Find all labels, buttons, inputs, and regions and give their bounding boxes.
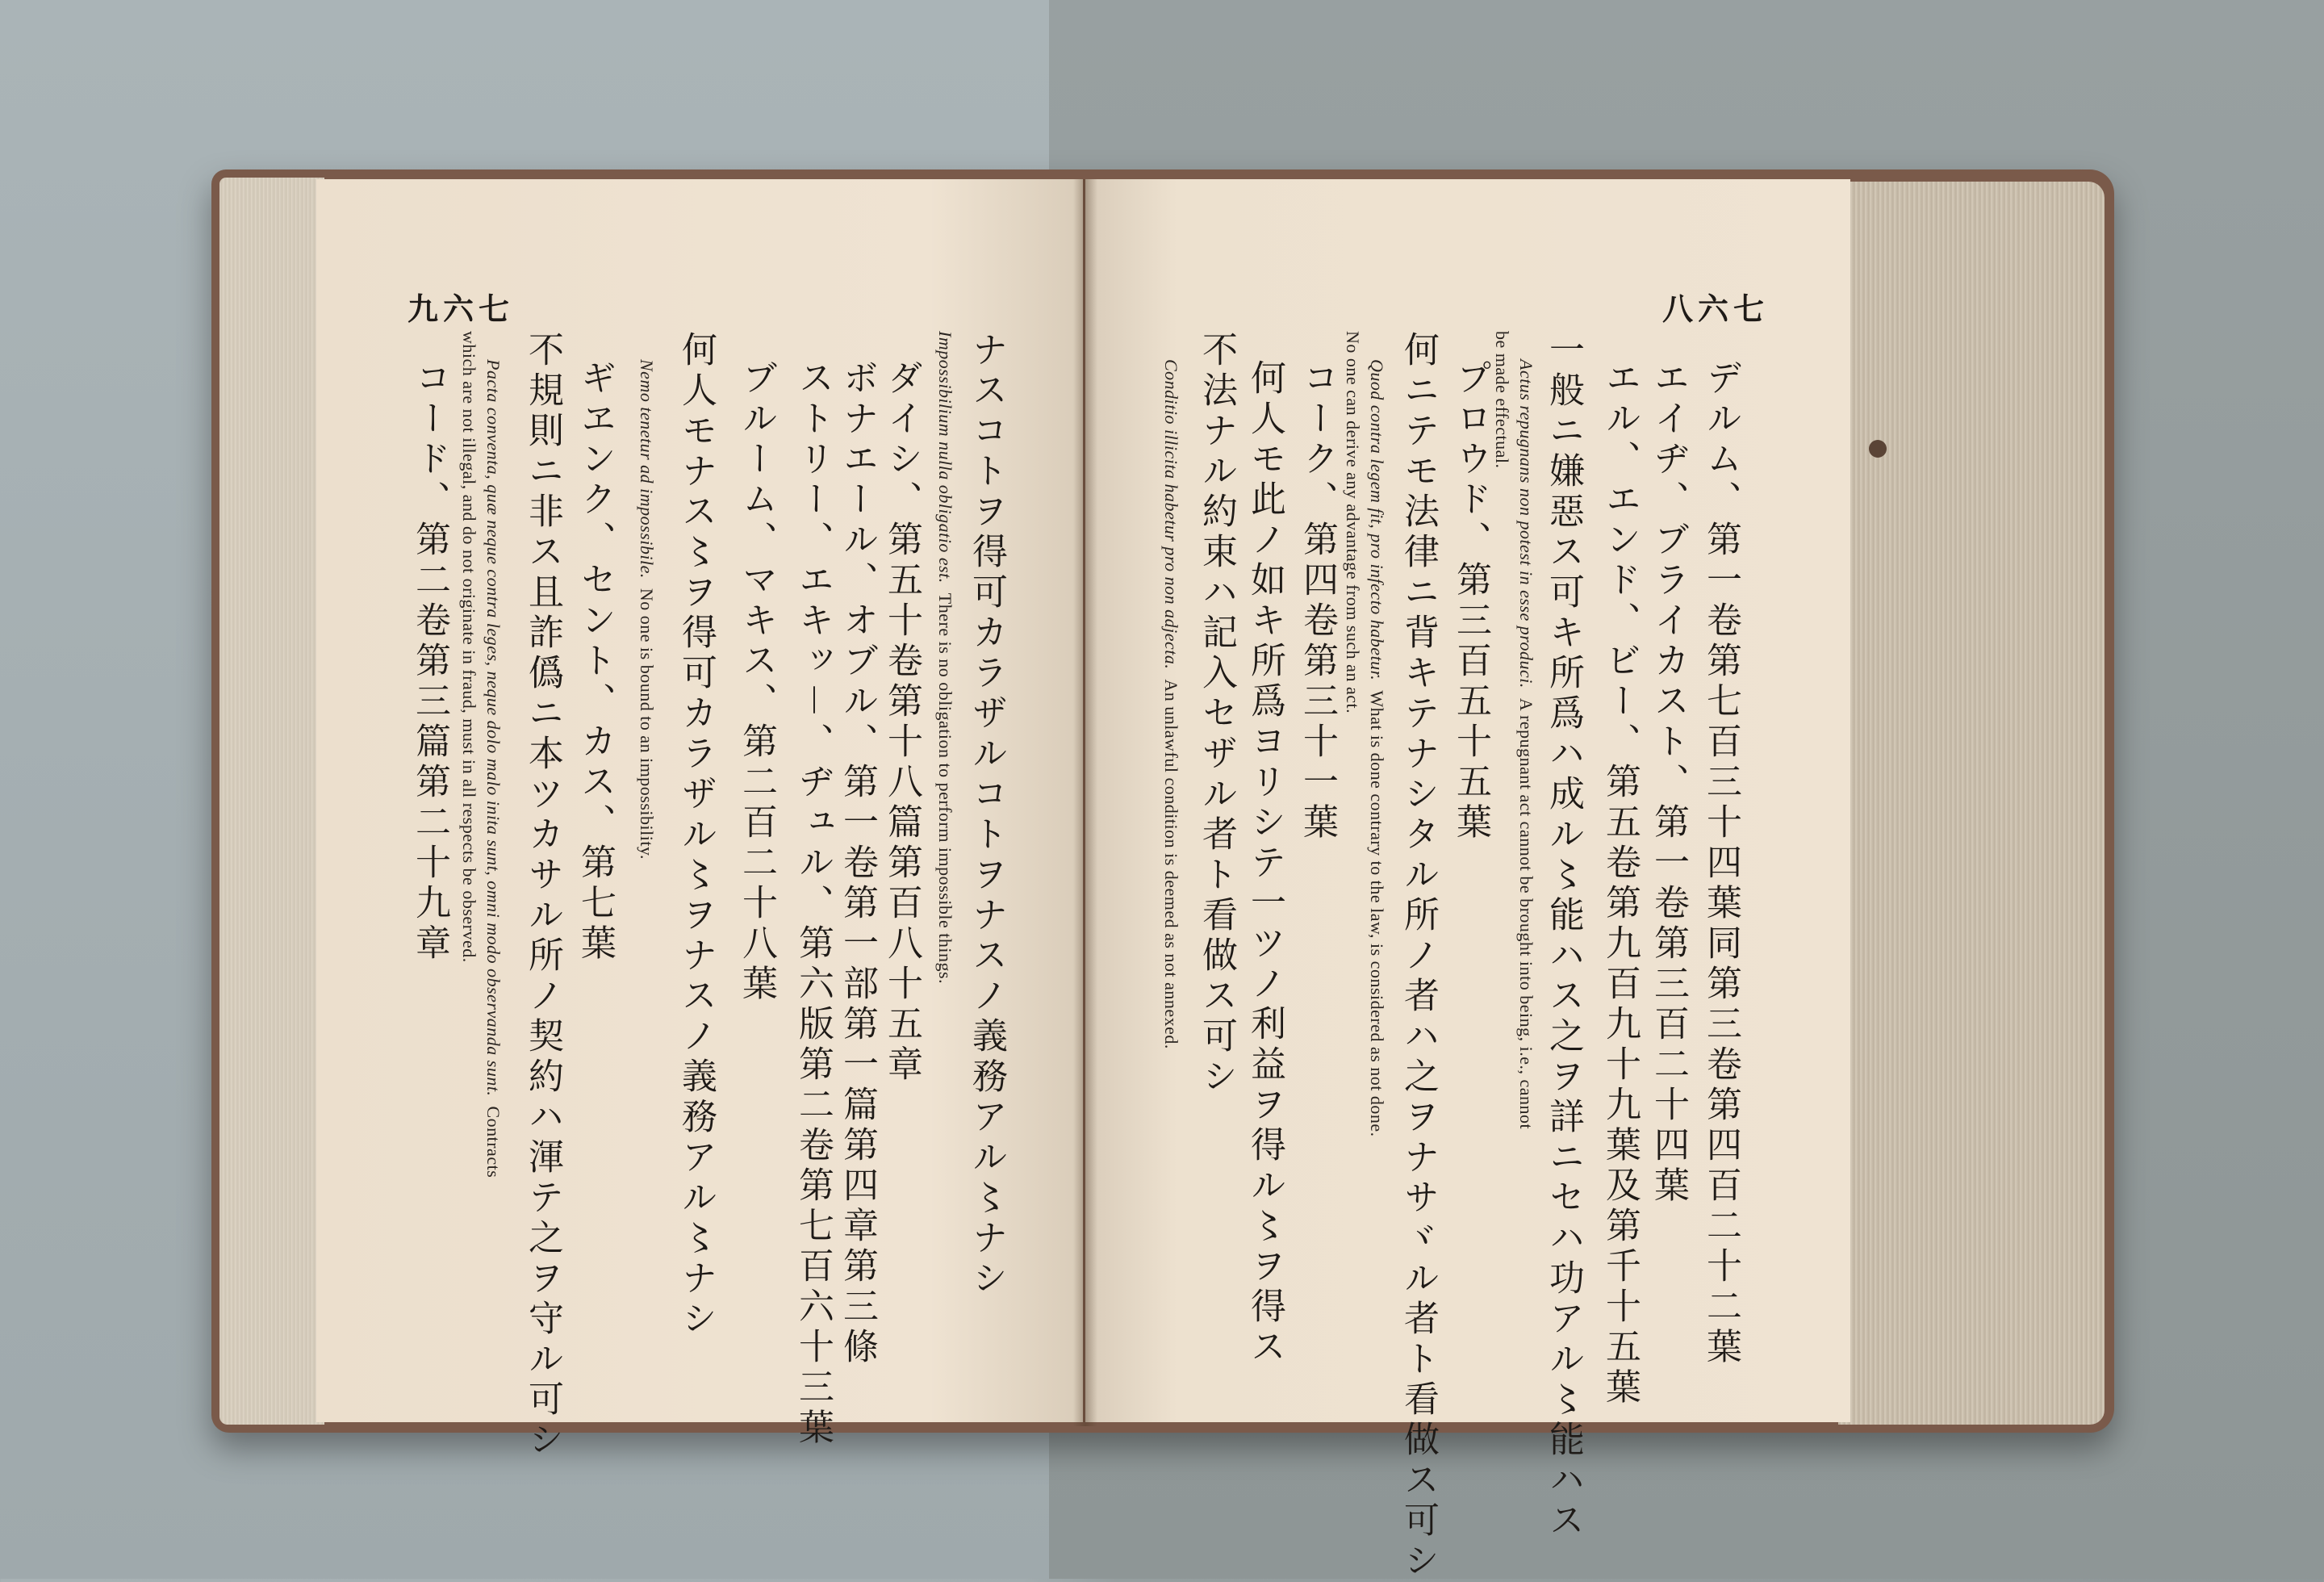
english-translation: No one is bound to an impossibility. — [637, 588, 657, 860]
right-col-12: 何人モ此ノ如キ所爲ヨリシテ一ツノ利益ヲ得ル〻ヲ得ス — [1244, 359, 1285, 1368]
right-page-number: 八六七 — [1662, 291, 1770, 327]
latin-maxim: Pacta conventa, quæ neque contra leges, neque dolo malo inita sunt, omni modo observanda sunt. — [483, 359, 504, 1097]
left-col-8 — [637, 359, 655, 860]
book-gutter — [1073, 179, 1097, 1426]
english-translation: There is no obligation to perform impossible things. — [935, 592, 955, 985]
right-col-5 — [1517, 359, 1535, 1129]
right-col-6: be made effectual. — [1492, 331, 1512, 469]
left-col-12: which are not illegal, and do not originate in fraud, must in all respects be observed. — [459, 331, 479, 963]
right-page-edges — [1838, 182, 2105, 1425]
left-col-7: 何人モナス〻ヲ得可カラザル〻ヲナスノ義務アル〻ナシ — [675, 331, 717, 1340]
left-page-edges — [219, 178, 324, 1425]
left-col-5: ストリー、エキッ－、ヂュル、第六版第二卷第七百六十三葉 — [792, 359, 834, 1449]
latin-maxim: Quod contra legem fit, pro infecto habetur. — [1367, 359, 1387, 681]
left-col-10: 不規則ニ非ス且詐僞ニ本ツカサル所ノ契約ハ渾テ之ヲ守ル可シ — [522, 331, 563, 1461]
page-hole — [1869, 440, 1887, 458]
right-col-1: デルム、第一卷第七百三十四葉同第三卷第四百二十二葉 — [1700, 359, 1741, 1368]
right-col-14 — [1162, 359, 1180, 1049]
right-col-8: 何ニテモ法律ニ背キテナシタル所ノ者ハ之ヲナサヾル者ト看做ス可シ — [1398, 331, 1439, 1582]
left-col-1: ナスコトヲ得可カラザルコトヲナスノ義務アル〻ナシ — [966, 331, 1007, 1300]
right-col-11: コーク、第四卷第三十一葉 — [1297, 359, 1338, 843]
right-col-9 — [1368, 359, 1386, 1137]
english-translation: What is done contrary to the law, is considered as not done. — [1367, 690, 1387, 1137]
english-translation: A repugnant act cannot be brought into being, i.e., cannot — [1516, 697, 1536, 1130]
left-col-4: ボナエール、オブル、第一卷第一部第一篇第四章第三條 — [837, 359, 878, 1368]
right-col-7: プロウド、第三百五十五葉 — [1450, 359, 1491, 843]
latin-maxim: Impossibilium nulla obligatio est. — [935, 331, 955, 584]
right-col-3: エル、エンド、ビー、第五卷第九百九十九葉及第千十五葉 — [1599, 359, 1641, 1408]
left-col-3: ダイシ、第五十卷第十八篇第百八十五章 — [881, 359, 922, 1086]
left-page-number: 九六七 — [408, 291, 515, 327]
english-translation: An unlawful condition is deemed as not annexed. — [1161, 679, 1181, 1049]
left-col-2 — [936, 331, 954, 984]
left-col-13: コード、第二卷第三篇第二十九章 — [409, 359, 450, 965]
left-col-9: ギヱンク、セント、カス、第七葉 — [575, 359, 616, 965]
english-translation: Contracts — [483, 1106, 504, 1178]
latin-maxim: Nemo tenetur ad impossibile. — [637, 359, 657, 579]
left-col-11 — [484, 359, 502, 1178]
latin-maxim: Actus repugnans non potest in esse produci. — [1516, 359, 1536, 688]
latin-maxim: Conditio illicita habetur pro non adjecta. — [1161, 359, 1181, 670]
left-col-6: ブルーム、マキス、第二百二十八葉 — [736, 359, 777, 1005]
right-col-2: エイヂ、ブライカスト、第一卷第三百二十四葉 — [1648, 359, 1689, 1207]
right-col-10: No one can derive any advantage from such an act. — [1343, 331, 1363, 714]
right-col-4: 一般ニ嫌惡ス可キ所爲ハ成ル〻能ハス之ヲ詳ニセハ功アル〻能ハス — [1543, 331, 1584, 1542]
right-col-13: 不法ナル約束ハ記入セザル者ト看做ス可シ — [1196, 331, 1237, 1098]
